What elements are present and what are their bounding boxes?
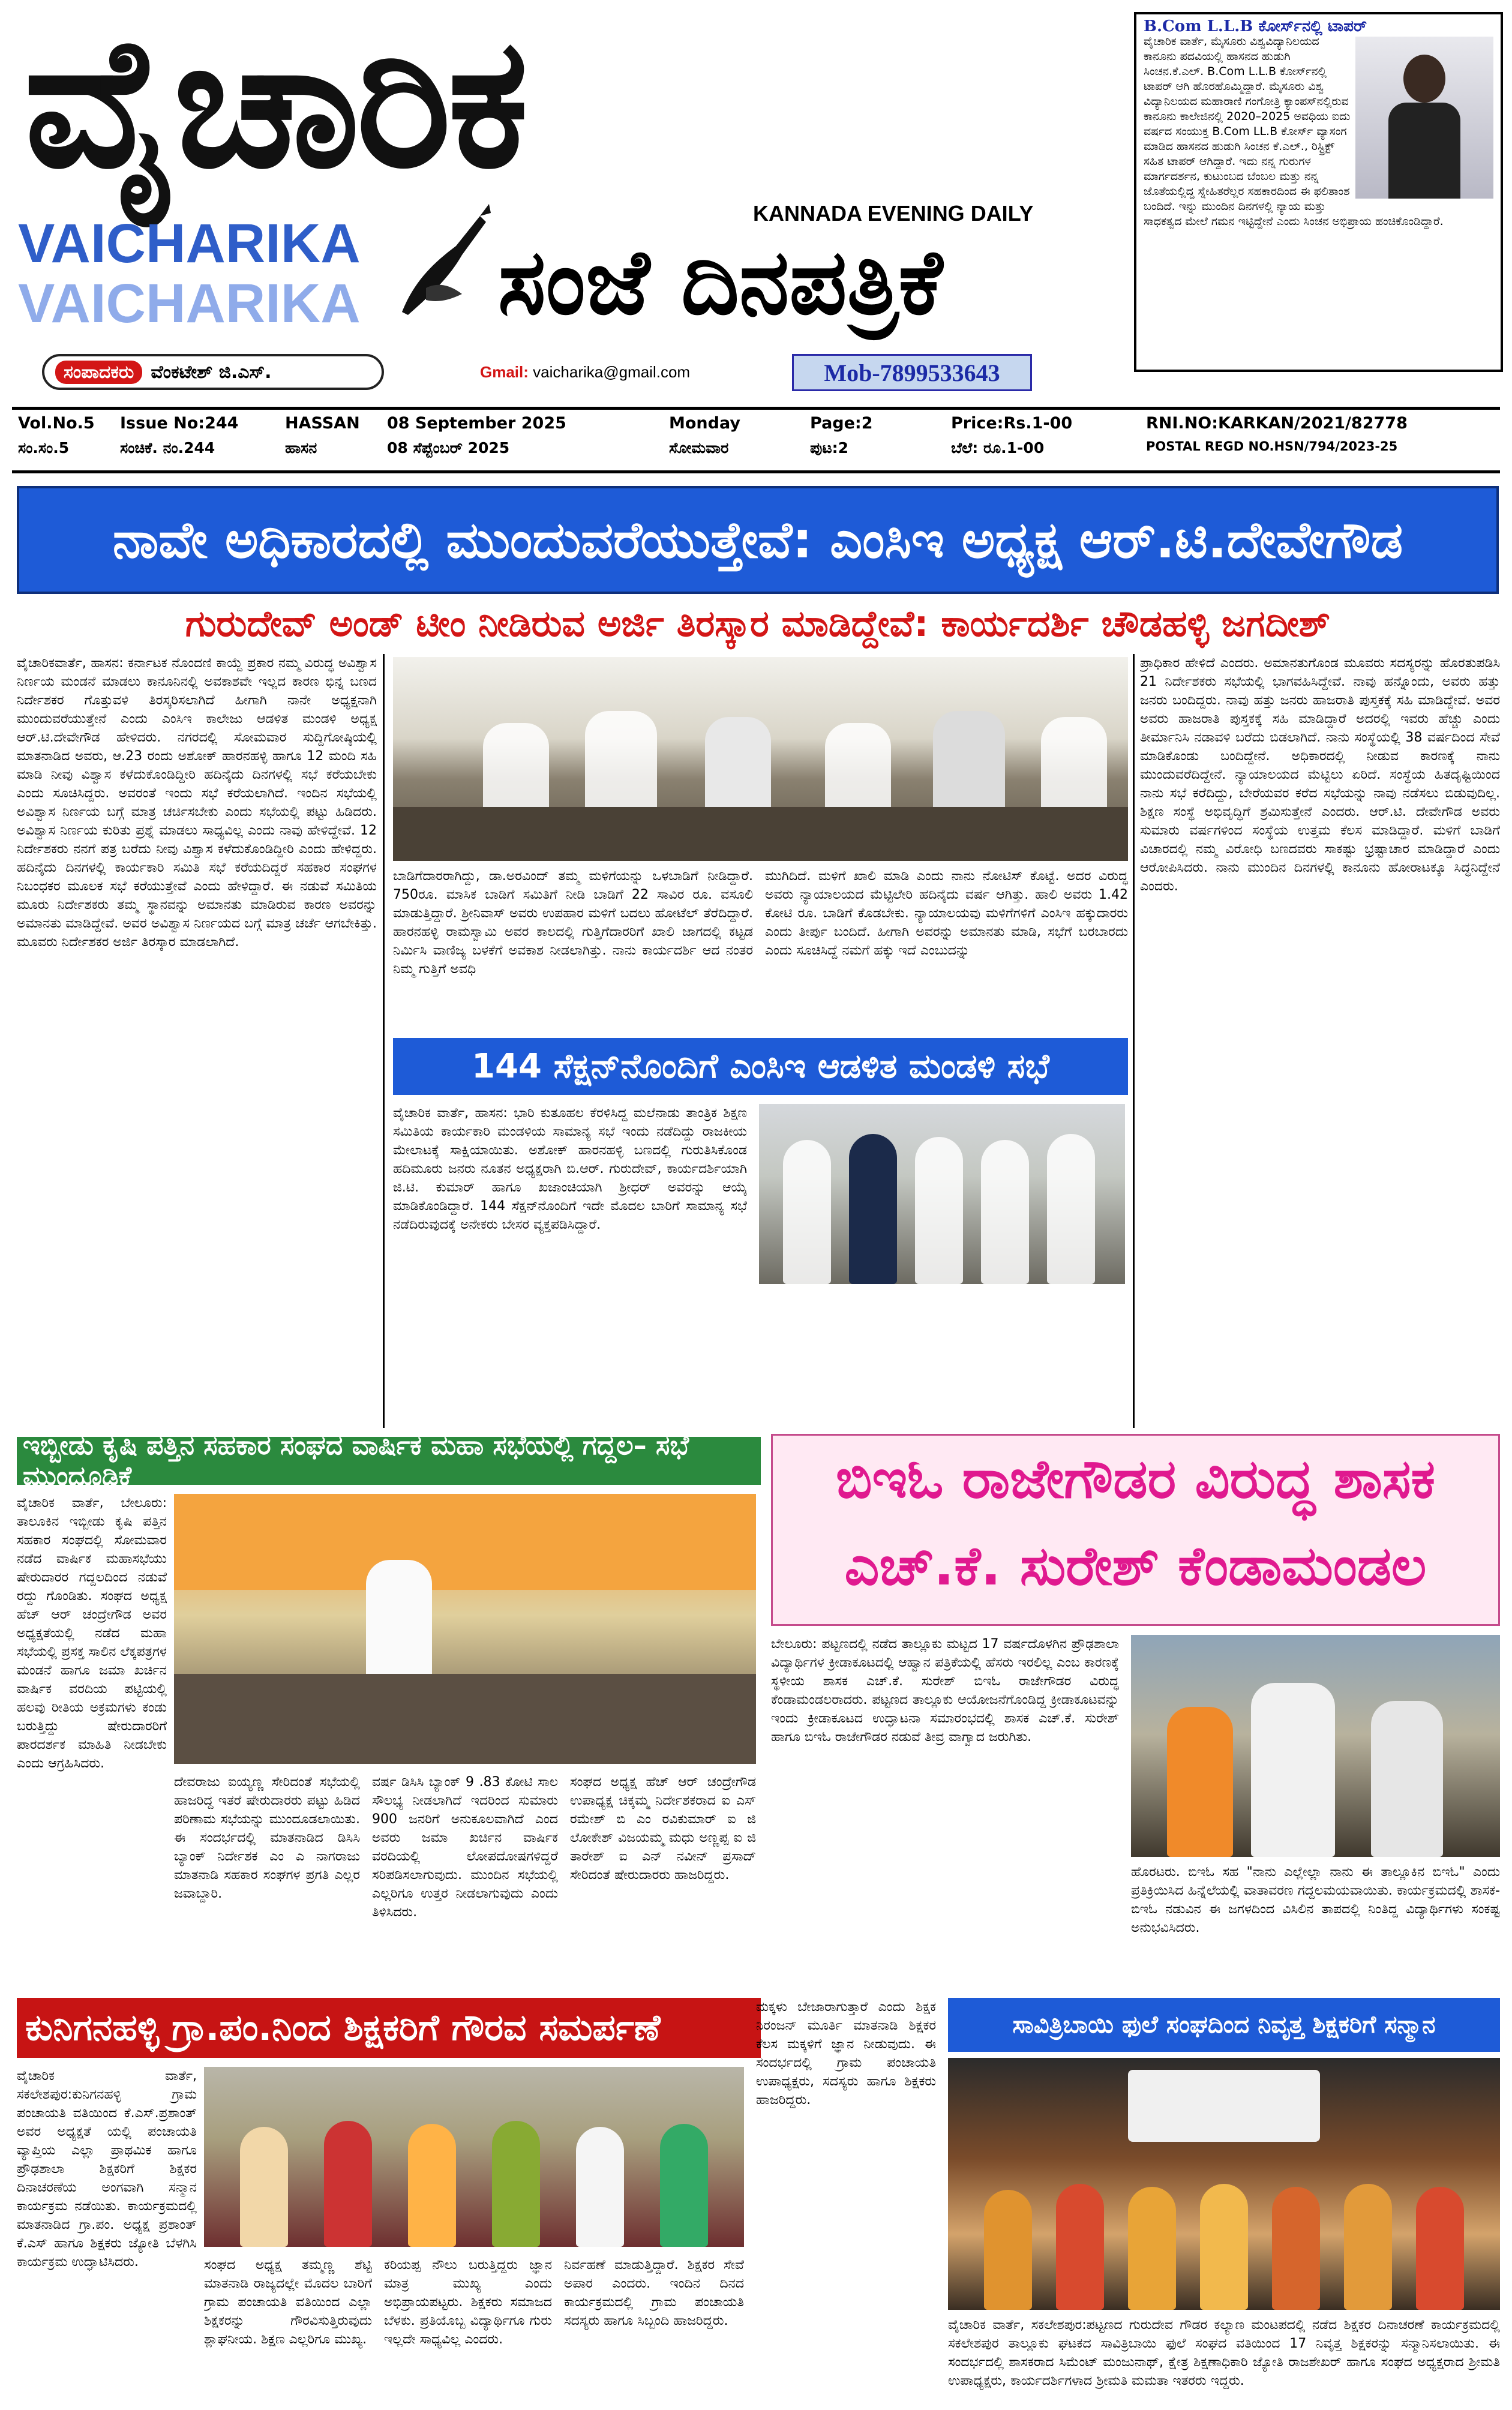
rule-top [12,407,1500,410]
lead-subheadline: ಗುರುದೇವ್ ಅಂಡ್ ಟೀಂ ನೀಡಿರುವ ಅರ್ಜಿ ತಿರಸ್ಕಾರ ಮಾಡಿದ್ದೇವೆ: ಕಾರ್ಯದರ್ಶಿ ಚೌಡಹಳ್ಳಿ ಜಗದೀಶ್ [185,603,1331,645]
price-kn: ಬೆಲೆ: ರೂ.1-00 [951,439,1045,457]
gmail-label: Gmail: [480,363,529,381]
lead-column-1: ವೈಚಾರಿಕವಾರ್ತೆ, ಹಾಸನ: ಕರ್ನಾಟಕ ನೊಂದಣಿ ಕಾಯ್ದೆ ಪ್ರಕಾರ ನಮ್ಮ ವಿರುದ್ಧ ಅವಿಶ್ವಾಸ ನಿರ್ಣಯ ಮಂಡನೆ ಮಾಡಲು ಕಾನೂನಿನಲ್ಲಿ ಅವಕಾಶವೇ ಇಲ್ಲದ ಕಾರಣ ಭಿನ್ನ ಬಣದ ನಿರ್ದೇಶಕರ ಗೊತ್ತುವಳಿ ತಿರಸ್ಕರಿಸಲಾಗಿದೆ ಹೀಗಾಗಿ ನಾನೇ ಅಧ್ಯಕ್ಷನಾಗಿ ಮುಂದುವರೆಯುತ್ತೇನೆ ಎಂದು ಎಂಸಿಇ ಕಾಲೇಜು ಆಡಳಿತ ಮಂಡಳಿ ಅಧ್ಯಕ್ಷ ಆರ್.ಟಿ.ದೇವೇಗೌಡ ಹೇಳಿದರು. ನಗರದಲ್ಲಿ ಸೋಮವಾರ ಸುದ್ದಿಗೋಷ್ಠಿಯಲ್ಲಿ ಮಾತನಾಡಿದ ಅವರು, ಆ.23 ರಂದು ಅಶೋಕ್ ಹಾರನಹಳ್ಳಿ ಹಾಗೂ 12 ಮಂದಿ ಸಹಿ ಮಾಡಿ ನೀವು ವಿಶ್ವಾಸ ಕಳೆದುಕೊಂಡಿದ್ದೀರಿ ಹದಿನೈದು ದಿನಗಳಲ್ಲಿ ಸಭೆ ಕರೆಯಬೇಕು ಎಂದು ಸೂಚಿಸಿದ್ದರು. ಅವರಂತೆ ಇಂದು ಸಭೆ ಕರೆಯಲಾಗಿದೆ. ಇಂದಿನ ಸಭೆಯಲ್ಲಿ ಅವಿಶ್ವಾಸ ನಿರ್ಣಯ ಬಗ್ಗೆ ಮಾತ್ರ ಚರ್ಚಿಸಬೇಕು ಎಂದು ಸಭೆಯಲ್ಲಿ ಪಟ್ಟು ಹಿಡಿದರು. ಅವಿಶ್ವಾಸ ನಿರ್ಣಯ ಕುರಿತು ಪ್ರಶ್ನೆ ಮಾಡಲು ಸಾಧ್ಯವಿಲ್ಲ ಎಂದು ನಾವು ಹೇಳಿದ್ದೇವೆ. 12 ನಿರ್ದೇಶಕರು ನನಗೆ ಪತ್ರ ಬರೆದು ನೀವು ವಿಶ್ವಾಸ ಕಳೆದುಕೊಂಡಿದ್ದೀರಿ ಎಂದು ಹೇಳಿದ್ದರು. ಹದಿನೈದು ದಿನಗಳಲ್ಲಿ ಕಾರ್ಯಕಾರಿ ಸಮಿತಿ ಸಭೆ ಕರೆಯದಿದ್ದರೆ ಸಹಕಾರ ಸಂಘಗಳ ನಿಬಂಧಕರ ಮೂಲಕ ಸಭೆ ಕರೆಯುತ್ತೇವೆ ಎಂದು ಹೇಳಿದ್ದಾರೆ. ಈ ನಡುವೆ ಸಮಿತಿಯ ಮೂರು ನಿರ್ದೇಶಕರು ತಮ್ಮ ಸ್ಥಾನವನ್ನು ಅಮಾನತು ಮಾಡಿರುವ ಕಾರಣ ಅವರನ್ನು ಅಮಾನತು ಮಾಡಿದ್ದೇವೆ. ಅವರ ಅವಿಶ್ವಾಸ ನಿರ್ಣಯದ ಬಗ್ಗೆ ಮಾತ್ರ ಚರ್ಚೆ ಆಗಬೇಕಿತ್ತು. ಮೂವರು ನಿರ್ದೇಶಕರ ಅರ್ಜಿ ತಿರಸ್ಕಾರ ಮಾಡಲಾಗಿದೆ. [17,656,377,950]
volume-kn: ಸಂ.ಸಂ.5 [18,439,70,457]
kunigana-column-5: ಮಕ್ಕಳು ಬೇಜಾರಾಗುತ್ತಾರೆ ಎಂದು ಶಿಕ್ಷಕ ನಿರಂಜನ್ ಮೂರ್ತಿ ಮಾತನಾಡಿ ಶಿಕ್ಷಕರ ಕೆಲಸ ಮಕ್ಕಳಿಗೆ ಜ್ಞಾನ ನೀಡುವುದು. ಈ ಸಂದರ್ಭದಲ್ಲಿ ಗ್ರಾಮ ಪಂಚಾಯತಿ ಉಪಾಧ್ಯಕ್ಷರು, ಸದಸ್ಯರು ಹಾಗೂ ಶಿಕ್ಷಕರು ಹಾಜರಿದ್ದರು. [756,2000,936,2108]
issue: Issue No:244 [120,414,239,433]
meeting-body: ವೈಚಾರಿಕ ವಾರ್ತೆ, ಹಾಸನ: ಭಾರಿ ಕುತೂಹಲ ಕೆರಳಿಸಿದ್ದ ಮಲೆನಾಡು ತಾಂತ್ರಿಕ ಶಿಕ್ಷಣ ಸಮಿತಿಯ ಕಾರ್ಯಕಾರಿ ಮಂಡಳಿಯ ಸಾಮಾನ್ಯ ಸಭೆ ಇಂದು ನಡೆದಿದ್ದು ರಾಜಕೀಯ ಮೇಲಾಟಕ್ಕೆ ಸಾಕ್ಷಿಯಾಯಿತು. ಅಶೋಕ್ ಹಾರನಹಳ್ಳಿ ಬಣದಲ್ಲಿ ಗುರುತಿಸಿಕೊಂಡ ಹದಿಮೂರು ಜನರು ನೂತನ ಅಧ್ಯಕ್ಷರಾಗಿ ಬಿ.ಆರ್. ಗುರುದೇವ್, ಕಾರ್ಯದರ್ಶಿಯಾಗಿ ಜಿ.ಟಿ. ಕುಮಾರ್ ಹಾಗೂ ಖಜಾಂಚಿಯಾಗಿ ಶ್ರೀಧರ್ ಅವರನ್ನು ಆಯ್ಕೆ ಮಾಡಿಕೊಂಡಿದ್ದಾರೆ. 144 ಸೆಕ್ಷನ್‌ನೊಂದಿಗೆ ಇದೇ ಮೊದಲ ಬಾರಿಗೆ ಸಾಮಾನ್ಯ ಸಭೆ ನಡೆದಿರುವುದಕ್ಕೆ ಅನೇಕರು ಬೇಸರ ವ್ಯಕ್ತಪಡಿಸಿದ್ದಾರೆ. [393,1106,747,1232]
meeting-headline: 144 ಸೆಕ್ಷನ್‌ನೊಂದಿಗೆ ಎಂಸಿಇ ಆಡಳಿತ ಮಂಡಳಿ ಸಭೆ [393,1038,1128,1095]
ad-body: ವೈಚಾರಿಕ ವಾರ್ತೆ, ಮೈಸೂರು ವಿಶ್ವವಿದ್ಯಾನಿಲಯದ ಕಾನೂನು ಪದವಿಯಲ್ಲಿ ಹಾಸನದ ಹುಡುಗಿ ಸಿಂಚನ.ಕೆ.ಎಲ್. B.Com L.L.B ಕೋರ್ಸ್‌ನಲ್ಲಿ ಟಾಪರ್ ಆಗಿ ಹೊರಹೊಮ್ಮಿದ್ದಾರೆ. ಮೈಸೂರು ವಿಶ್ವ ವಿದ್ಯಾನಿಲಯದ ಮಹಾರಾಣಿ ಗಂಗೋತ್ರಿ ಕ್ಯಾಂಪಸ್‌ನಲ್ಲಿರುವ ಕಾನೂನು ಕಾಲೇಜಿನಲ್ಲಿ 2020–2025 ಅವಧಿಯ ಐದು ವರ್ಷದ ಸಂಯುಕ್ತ B.Com LL.B ಕೋರ್ಸ್ ವ್ಯಾಸಂಗ ಮಾಡಿದ ಹಾಸನದ ಹುಡುಗಿ ಸಿಂಚನ ಕೆ.ಎಲ್., ರಿಸ್ಟ್ರಿಕ್ಟ್ ಸಹಿತ ಟಾಪರ್ ಆಗಿದ್ದಾರೆ. ಇದು ನನ್ನ ಗುರುಗಳ ಮಾರ್ಗದರ್ಶನ, ಕುಟುಂಬದ ಬೆಂಬಲ ಮತ್ತು ನನ್ನ ಜೊತೆಯಲ್ಲಿದ್ದ ಸ್ನೇಹಿತರೆಲ್ಲರ ಸಹಕಾರದಿಂದ ಈ ಫಲಿತಾಂಶ ಬಂದಿದೆ. ಇನ್ನು ಮುಂದಿನ ದಿನಗಳಲ್ಲಿ ನ್ಯಾಯ ಮತ್ತು ಸಾಧಕತ್ವದ ಮೇಲೆ ಗಮನ ಇಟ್ಟಿದ್ದೇನೆ ಎಂದು ಸಿಂಚನ ಅಭಿಪ್ರಾಯ ಹಂಚಿಕೊಂಡಿದ್ದಾರೆ. [1144,35,1444,228]
kunigana-column-2: ಸಂಘದ ಅಧ್ಯಕ್ಷ ತಮ್ಮಣ್ಣ ಶೆಟ್ಟಿ ಮಾತನಾಡಿ ರಾಜ್ಯದಲ್ಲೇ ಮೊದಲ ಬಾರಿಗೆ ಗ್ರಾಮ ಪಂಚಾಯತಿ ವತಿಯಿಂದ ಎಲ್ಲಾ ಶಿಕ್ಷಕರನ್ನು ಗೌರವಿಸುತ್ತಿರುವುದು ಶ್ಲಾಘನೀಯ. ಶಿಕ್ಷಣ ಎಲ್ಲರಿಗೂ ಮುಖ್ಯ. [204,2258,372,2347]
page-number: Page:2 [810,414,873,433]
savitri-photo [948,2058,1500,2310]
shasaka-headline-line-1: ಬಿಇಓ ರಾಜೇಗೌಡರ ವಿರುದ್ಧ ಶಾಸಕ [835,1448,1436,1511]
krushi-photo [174,1494,756,1764]
masthead-logo-english: VAICHARIKA [18,213,361,274]
krushi-column-3: ವರ್ಷ ಡಿಸಿಸಿ ಬ್ಯಾಂಕ್ 9 .83 ಕೋಟಿ ಸಾಲ ಸೌಲಭ್ಯ ನೀಡಲಾಗಿದೆ ಇದರಿಂದ ಸುಮಾರು 900 ಜನರಿಗೆ ಅನುಕೂಲವಾಗಿದೆ ಎಂದ ಅವರು ಜಮಾ ಖರ್ಚಿನ ವಾರ್ಷಿಕ ವರದಿಯಲ್ಲಿ ಲೋಪದೋಷಗಳಿದ್ದರೆ ಸರಿಪಡಿಸಲಾಗುವುದು. ಮುಂದಿನ ಸಭೆಯಲ್ಲಿ ಎಲ್ಲರಿಗೂ ಉತ್ತರ ನೀಡಲಾಗುವುದು ಎಂದು ತಿಳಿಸಿದರು. [372,1775,558,1920]
column-divider [383,654,385,1428]
day-kn: ಸೋಮವಾರ [669,439,729,457]
shasaka-headline-box [771,1434,1500,1626]
postal-reg: POSTAL REGD NO.HSN/794/2023-25 [1146,439,1398,454]
savitri-headline: ಸಾವಿತ್ರಿಬಾಯಿ ಫುಲೆ ಸಂಘದಿಂದ ನಿವೃತ್ತ ಶಿಕ್ಷಕರಿಗೆ ಸನ್ಮಾನ [948,1998,1500,2052]
shasaka-headline-line-2: ಎಚ್.ಕೆ. ಸುರೇಶ್ ಕೆಂಡಾಮಂಡಲ [844,1535,1427,1598]
kunigana-photo [204,2067,744,2247]
volume: Vol.No.5 [18,414,95,433]
savitri-body: ವೈಚಾರಿಕ ವಾರ್ತೆ, ಸಕಲೇಶಪುರ:ಪಟ್ಟಣದ ಗುರುದೇವ ಗೌಡರ ಕಲ್ಯಾಣ ಮಂಟಪದಲ್ಲಿ ನಡೆದ ಶಿಕ್ಷಕರ ದಿನಾಚರಣೆ ಕಾರ್ಯಕ್ರಮದಲ್ಲಿ ಸಕಲೇಶಪುರ ತಾಲ್ಲೂಕು ಘಟಕದ ಸಾವಿತ್ರಿಬಾಯಿ ಫುಲೆ ಸಂಘದ ವತಿಯಿಂದ 17 ನಿವೃತ್ತ ಶಿಕ್ಷಕರನ್ನು ಸನ್ಮಾನಿಸಲಾಯಿತು. ಈ ಸಂದರ್ಭದಲ್ಲಿ ಶಾಸಕರಾದ ಸಿಮೆಂಟ್ ಮಂಜುನಾಥ್, ಕ್ಷೇತ್ರ ಶಿಕ್ಷಣಾಧಿಕಾರಿ ಜ್ಯೋತಿ ರಾಜಶೇಖರ್ ಹಾಗೂ ಸಂಘದ ಅಧ್ಯಕ್ಷರಾದ ಶ್ರೀಮತಿ ಉಪಾಧ್ಯಕ್ಷರು, ಕಾರ್ಯದರ್ಶಿಗಳಾದ ಶ್ರೀಮತಿ ಮಮತಾ ಇತರರು ಇದ್ದರು. [948,2318,1500,2388]
krushi-headline: ಇಬ್ಬೀಡು ಕೃಷಿ ಪತ್ತಿನ ಸಹಕಾರ ಸಂಘದ ವಾರ್ಷಿಕ ಮಹಾ ಸಭೆಯಲ್ಲಿ ಗದ್ದಲ– ಸಭೆ ಮುಂದೂಡಿಕೆ [17,1437,761,1485]
lead-column-2: ಬಾಡಿಗೆದಾರರಾಗಿದ್ದು, ಡಾ.ಅರವಿಂದ್ ತಮ್ಮ ಮಳಿಗೆಯನ್ನು ಒಳಬಾಡಿಗೆ ನೀಡಿದ್ದಾರೆ. 750ರೂ. ಮಾಸಿಕ ಬಾಡಿಗೆ ಸಮಿತಿಗೆ ನೀಡಿ ಬಾಡಿಗೆ 22 ಸಾವಿರ ರೂ. ವಸೂಲಿ ಮಾಡುತ್ತಿದ್ದಾರೆ. ಶ್ರೀನಿವಾಸ್ ಅವರು ಉಪಹಾರ ಮಳಿಗೆ ಬದಲು ಹೋಟೆಲ್ ತೆರೆದಿದ್ದಾರೆ. ಹಾರನಹಳ್ಳಿ ರಾಮಸ್ವಾಮಿ ಅವರ ಕಾಲದಲ್ಲಿ ಗುತ್ತಿಗೆದಾರರಿಗೆ ಖಾಲಿ ಜಾಗದಲ್ಲಿ ಕಟ್ಟಡ ನಿರ್ಮಿಸಿ ವಾಣಿಜ್ಯ ಬಳಕೆಗೆ ಅವಕಾಶ ನೀಡಲಾಗಿತ್ತು. ನಾನು ಕಾರ್ಯದರ್ಶಿ ಆದ ನಂತರ ನಿಮ್ಮ ಗುತ್ತಿಗೆ ಅವಧಿ [393,869,753,977]
ad-title: B.Com L.L.B ಕೋರ್ಸ್‌ನಲ್ಲಿ ಟಾಪರ್ [1144,17,1367,35]
day: Monday [669,414,740,433]
editor-badge [42,354,384,390]
editor-label: ಸಂಪಾದಕರು [55,361,142,384]
meeting-photo [759,1104,1125,1284]
gmail-address[interactable]: vaicharika@gmail.com [533,363,691,381]
kunigana-column-1: ವೈಚಾರಿಕ ವಾರ್ತೆ, ಸಕಲೇಶಪುರ:ಕುನಿಗನಹಳ್ಳಿ ಗ್ರಾಮ ಪಂಚಾಯತಿ ವತಿಯಿಂದ ಕೆ.ಎಸ್.ಪ್ರಶಾಂತ್ ಅವರ ಅಧ್ಯಕ್ಷತೆ ಯಲ್ಲಿ ಪಂಚಾಯತಿ ವ್ಯಾಪ್ತಿಯ ಎಲ್ಲಾ ಪ್ರಾಥಮಿಕ ಹಾಗೂ ಪ್ರೌಢಶಾಲಾ ಶಿಕ್ಷಕರಿಗೆ ಶಿಕ್ಷಕರ ದಿನಾಚರಣೆಯ ಅಂಗವಾಗಿ ಸನ್ಮಾನ ಕಾರ್ಯಕ್ರಮ ನಡೆಯಿತು. ಕಾರ್ಯಕ್ರಮದಲ್ಲಿ ಮಾತನಾಡಿದ ಗ್ರಾ.ಪಂ. ಅಧ್ಯಕ್ಷ ಪ್ರಶಾಂತ್ ಕೆ.ಎಸ್ ಹಾಗೂ ಶಿಕ್ಷಕರು ಜ್ಯೋತಿ ಬೆಳಗಿಸಿ ಕಾರ್ಯಕ್ರಮ ಉದ್ಘಾಟಿಸಿದರು. [17,2069,197,2270]
krushi-column-1: ವೈಚಾರಿಕ ವಾರ್ತೆ, ಬೇಲೂರು: ತಾಲೂಕಿನ ಇಬ್ಬೀಡು ಕೃಷಿ ಪತ್ತಿನ ಸಹಕಾರ ಸಂಘದಲ್ಲಿ ಸೋಮವಾರ ನಡೆದ ವಾರ್ಷಿಕ ಮಹಾಸಭೆಯು ಷೇರುದಾರರ ಗದ್ದಲದಿಂದ ನಡುವೆ ರದ್ದು ಗೊಂಡಿತು. ಸಂಘದ ಅಧ್ಯಕ್ಷ ಹೆಚ್ ಆರ್ ಚಂದ್ರೇಗೌಡ ಅವರ ಅಧ್ಯಕ್ಷತೆಯಲ್ಲಿ ನಡೆದ ಮಹಾ ಸಭೆಯಲ್ಲಿ ಪ್ರಸಕ್ತ ಸಾಲಿನ ಲೆಕ್ಕಪತ್ರಗಳ ಮಂಡನೆ ಹಾಗೂ ಜಮಾ ಖರ್ಚಿನ ವಾರ್ಷಿಕ ವರದಿಯ ಪಟ್ಟಿಯಲ್ಲಿ ಹಲವು ರೀತಿಯ ಅಕ್ರಮಗಳು ಕಂಡು ಬರುತ್ತಿದ್ದು ಷೇರುದಾರರಿಗೆ ಪಾರದರ್ಶಕ ಮಾಹಿತಿ ನೀಡಬೇಕು ಎಂದು ಆಗ್ರಹಿಸಿದರು. [17,1496,167,1771]
shasaka-body-2: ಹೊರಟರು. ಬಿಇಓ ಸಹ "ನಾನು ಎಲ್ಲೇಲ್ಲಾ ನಾನು ಈ ತಾಲ್ಲೂಕಿನ ಬಿಇಓ" ಎಂದು ಪ್ರತಿಕ್ರಿಯಿಸಿದ ಹಿನ್ನೆಲೆಯಲ್ಲಿ ವಾತಾವರಣ ಗದ್ದಲಮಯವಾಯಿತು. ಕಾರ್ಯಕ್ರಮದಲ್ಲಿ ಶಾಸಕ-ಬಿಇಓ ನಡುವಿನ ಈ ಜಗಳದಿಂದ ವಿಸಿಲಿನ ತಾಪದಲ್ಲಿ ನಿಂತಿದ್ದ ವಿದ್ಯಾರ್ಥಿಗಳು ಸಂಕಷ್ಟ ಅನುಭವಿಸಿದರು. [1131,1865,1500,1935]
gmail-line [480,363,690,382]
lead-photo-press-meet [393,657,1128,861]
rule-bottom [12,470,1500,473]
column-divider-right [1133,654,1135,1428]
shasaka-photo [1131,1635,1500,1857]
topper-ad-box [1134,12,1503,372]
date: 08 September 2025 [387,414,566,433]
rni-number: RNI.NO:KARKAN/2021/82778 [1146,414,1408,433]
krushi-column-2: ದೇವರಾಜು ಐಯ್ಯಣ್ಣ ಸೇರಿದಂತೆ ಸಭೆಯಲ್ಲಿ ಹಾಜರಿದ್ದ ಇತರೆ ಷೇರುದಾರರು ಪಟ್ಟು ಹಿಡಿದ ಪರಿಣಾಮ ಸಭೆಯನ್ನು ಮುಂದೂಡಲಾಯಿತು. ಈ ಸಂದರ್ಭದಲ್ಲಿ ಮಾತನಾಡಿದ ಡಿಸಿಸಿ ಬ್ಯಾಂಕ್ ನಿರ್ದೇಶಕ ಎಂ ಎ ನಾಗರಾಜು ಮಾತನಾಡಿ ಸಹಕಾರ ಸಂಘಗಳ ಪ್ರಗತಿ ಎಲ್ಲರ ಜವಾಬ್ದಾರಿ. [174,1775,360,1901]
price: Price:Rs.1-00 [951,414,1073,433]
lead-headline: ನಾವೇ ಅಧಿಕಾರದಲ್ಲಿ ಮುಂದುವರೆಯುತ್ತೇವೆ: ಎಂಸಿಇ ಅಧ್ಯಕ್ಷ ಆರ್.ಟಿ.ದೇವೇಗೌಡ [17,486,1499,594]
kunigana-column-3: ಕರಿಯಪ್ಪ ನೌಲು ಬರುತ್ತಿದ್ದರು ಜ್ಞಾನ ಮಾತ್ರ ಮುಖ್ಯ ಎಂದು ಅಭಿಪ್ರಾಯಪಟ್ಟರು. ಶಿಕ್ಷಕರು ಸಮಾಜದ ಬೆಳಕು. ಪ್ರತಿಯೊಬ್ಬ ವಿದ್ಯಾರ್ಥಿಗೂ ಗುರು ಇಲ್ಲದೇ ಸಾಧ್ಯವಿಲ್ಲ ಎಂದರು. [384,2258,552,2347]
shasaka-body-1: ಬೇಲೂರು: ಪಟ್ಟಣದಲ್ಲಿ ನಡೆದ ತಾಲ್ಲೂಕು ಮಟ್ಟದ 17 ವರ್ಷದೊಳಗಿನ ಪ್ರೌಢಶಾಲಾ ವಿದ್ಯಾರ್ಥಿಗಳ ಕ್ರೀಡಾಕೂಟದಲ್ಲಿ ಆಹ್ವಾನ ಪತ್ರಿಕೆಯಲ್ಲಿ ಹೆಸರು ಇರಲಿಲ್ಲ ಎಂಬ ಕಾರಣಕ್ಕೆ ಸ್ಥಳೀಯ ಶಾಸಕ ಎಚ್.ಕೆ. ಸುರೇಶ್ ಬಿಇಓ ರಾಜೇಗೌಡರ ವಿರುದ್ಧ ಕೆಂಡಾಮಂಡಲರಾದರು. ಪಟ್ಟಣದ ತಾಲ್ಲೂಕು ಆಯೋಜನೆಗೊಂಡಿದ್ದ ಕ್ರೀಡಾಕೂಟವನ್ನು ಇಂದು ಕ್ರೀಡಾಕೂಟದ ಉದ್ಘಾಟನಾ ಸಮಾರಂಭದಲ್ಲಿ ಶಾಸಕ ಎಚ್.ಕೆ. ಸುರೇಶ್ ಹಾಗೂ ಬಿಇಓ ರಾಜೇಗೌಡರ ನಡುವೆ ತೀವ್ರ ವಾಗ್ವಾದ ಜರುಗಿತು. [771,1637,1119,1745]
ad-photo [1355,37,1493,199]
info-bar [18,414,1500,468]
masthead-logo-english-shadow: VAICHARIKA [18,273,361,334]
issue-kn: ಸಂಚಿಕೆ. ನಂ.244 [120,439,215,457]
lead-column-4: ಪ್ರಾಧಿಕಾರ ಹೇಳಿದೆ ಎಂದರು. ಅಮಾನತುಗೊಂಡ ಮೂವರು ಸದಸ್ಯರನ್ನು ಹೊರತುಪಡಿಸಿ 21 ನಿರ್ದೇಶಕರು ಸಭೆಯಲ್ಲಿ ಭಾಗವಹಿಸಿದ್ದೇವೆ. ನಾವು ಹನ್ನೊಂದು, ಅವರು ಹತ್ತು ಜನರು ಬಂದಿದ್ದರು. ನಾವು ಹತ್ತು ಜನರು ಹಾಜರಾತಿ ಪುಸ್ತಕಕ್ಕೆ ಸಹಿ ಮಾಡಿದ್ದೇವೆ. ಅವರ ಅವರು ಹಾಜರಾತಿ ಪುಸ್ತಕಕ್ಕೆ ಸಹಿ ಮಾಡಿದ್ದಾರೆ ಅದರಲ್ಲಿ ಇವರು ಹೆಚ್ಚು ಎಂದು ತೀರ್ಮಾನಿಸಿ ನಡಾವಳಿ ಬರೆದು ಬಿಡಲಾಗಿದೆ. ನಾನು ಸಂಸ್ಥೆಯಲ್ಲಿ 38 ವರ್ಷದಿಂದ ಸೇವೆ ಮಾಡಿಕೊಂಡು ಬಂದಿದ್ದೇನೆ. ಅಧಿಕಾರದಲ್ಲಿ ನೀಡುವ ಕಾರಣಕ್ಕೆ ನಾನು ಮುಂದುವರೆದಿದ್ದೇನೆ. ನ್ಯಾಯಾಲಯದ ಮೆಟ್ಟಿಲು ಏರಿದೆ. ಸಂಸ್ಥೆಯ ಹಿತದೃಷ್ಟಿಯಿಂದ ನಾನು ಸಭೆ ಕರೆದಿದ್ದು, ಬೇರೆಯವರ ಕರೆದ ಸಭೆಯನ್ನು ನಾವು ನಡೆಸಲು ಬಿಡುವುದಿಲ್ಲ. ಶಿಕ್ಷಣ ಸಂಸ್ಥೆ ಅಭಿವೃದ್ಧಿಗೆ ಶ್ರಮಿಸುತ್ತೇನೆ ಎಂದರು. ಆರ್.ಟಿ. ದೇವೇಗೌಡ ಅವರು ಸುಮಾರು ವರ್ಷಗಳಿಂದ ಸಂಸ್ಥೆಯ ಉತ್ತಮ ಕೆಲಸ ಮಾಡಿದ್ದಾರೆ. ಮಳಿಗೆ ಬಾಡಿಗೆ ವಿಚಾರದಲ್ಲಿ ನಮ್ಮ ವಿರೋಧಿ ಬಣದವರು ಸಾಕಷ್ಟು ಭ್ರಷ್ಟಾಚಾರ ಮಾಡಿದ್ದಾರೆ ಎಂದು ಆರೋಪಿಸಿದರು. ನಾನು ಮುಂದಿನ ದಿನಗಳಲ್ಲಿ ಕಾನೂನು ಹೋರಾಟಕ್ಕೂ ಸಿದ್ಧನಿದ್ದೇನೆ ಎಂದರು. [1140,656,1500,894]
kunigana-column-4: ನಿರ್ವಹಣೆ ಮಾಡುತ್ತಿದ್ದಾರೆ. ಶಿಕ್ಷಕರ ಸೇವೆ ಅಪಾರ ಎಂದರು. ಇಂದಿನ ದಿನದ ಕಾರ್ಯಕ್ರಮದಲ್ಲಿ ಗ್ರಾಮ ಪಂಚಾಯತಿ ಸದಸ್ಯರು ಹಾಗೂ ಸಿಬ್ಬಂದಿ ಹಾಜರಿದ್ದರು. [564,2258,744,2328]
lead-column-3: ಮುಗಿದಿದೆ. ಮಳಿಗೆ ಖಾಲಿ ಮಾಡಿ ಎಂದು ನಾನು ನೋಟಿಸ್ ಕೊಟ್ಟೆ. ಅದರ ವಿರುದ್ಧ ಅವರು ನ್ಯಾಯಾಲಯದ ಮೆಟ್ಟಿಲೇರಿ ಹದಿನೈದು ವರ್ಷ ಆಗಿತ್ತು. ಹಾಲಿ ಅವರು 1.42 ಕೋಟಿ ರೂ. ಬಾಡಿಗೆ ಕೊಡಬೇಕು. ನ್ಯಾಯಾಲಯವು ಮಳಿಗೆಗಳಿಗೆ ಎಂಸಿಇ ಹಕ್ಕುದಾರರು ಎಂದು ತೀರ್ಪು ಬಂದಿದೆ. ಹೀಗಾಗಿ ಅವರನ್ನು ಅಮಾನತು ಮಾಡಿ, ಸಭೆಗೆ ಬರಬಾರದು ಎಂದು ಸೂಚಿಸಿದ್ದೆ ನಮಗೆ ಹಕ್ಕು ಇದೆ ಎಂಬುದನ್ನು [765,869,1128,958]
pen-hand-icon [390,198,492,318]
krushi-column-4: ಸಂಘದ ಅಧ್ಯಕ್ಷ ಹೆಚ್ ಆರ್ ಚಂದ್ರೇಗೌಡ ಉಪಾಧ್ಯಕ್ಷ ಚಿಕ್ಕಮ್ಮ ನಿರ್ದೇಶಕರಾದ ಐ ಎಸ್ ರಮೇಶ್ ಬಿ ಎಂ ರವಿಕುಮಾರ್ ಐ ಜಿ ಲೋಕೇಶ್ ವಿಜಯಮ್ಮ ಮಧು ಅಣ್ಣಪ್ಪ ಐ ಜಿ ತಾರೇಶ್ ಐ ಎನ್ ನವೀನ್ ಪ್ರಸಾದ್ ಸೇರಿದಂತೆ ಷೇರುದಾರರು ಹಾಜರಿದ್ದರು. [570,1775,756,1883]
place: HASSAN [285,414,360,433]
masthead-sanje-dinapatrike: ಸಂಜೆ ದಿನಪತ್ರಿಕೆ [498,229,943,335]
kunigana-headline: ಕುನಿಗನಹಳ್ಳಿ ಗ್ರಾ.ಪಂ.ನಿಂದ ಶಿಕ್ಷಕರಿಗೆ ಗೌರವ ಸಮರ್ಪಣೆ [17,1998,761,2058]
page-number-kn: ಪುಟ:2 [810,439,849,457]
place-kn: ಹಾಸನ [285,439,317,457]
date-kn: 08 ಸೆಪ್ಟೆಂಬರ್ 2025 [387,439,510,457]
masthead-tagline: KANNADA EVENING DAILY [753,201,1034,226]
masthead-logo-kannada: ವೈಚಾರಿಕ [24,0,526,208]
editor-name: ವೆಂಕಟೇಶ್ ಜಿ.ಎಸ್. [151,361,272,383]
mobile-number: Mob-7899533643 [792,354,1032,391]
